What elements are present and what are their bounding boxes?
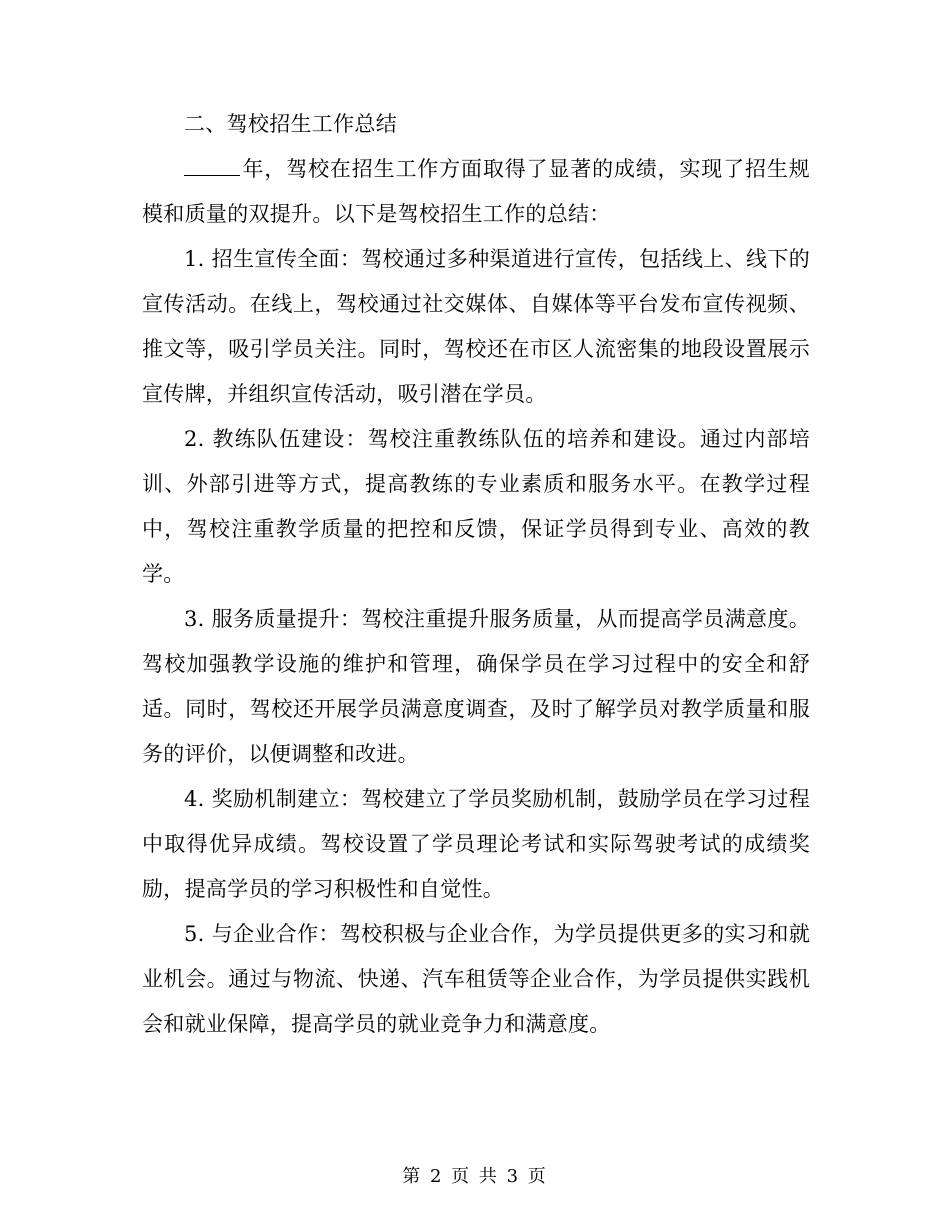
- summary-item-3: 3. 服务质量提升：驾校注重提升服务质量，从而提高学员满意度。驾校加强教学设施的维护和管理，确保学员在学习过程中的安全和舒适。同时，驾校还开展学员满意度调查，及时了解学员对教学质量和服务的评价，以便调整和改进。: [142, 607, 810, 766]
- document-body: [142, 102, 810, 1047]
- intro-text: 年，驾校在招生工作方面取得了显著的成绩，实现了招生规模和质量的双提升。以下是驾校招生工作的总结：: [142, 157, 810, 226]
- summary-item-2: 2. 教练队伍建设：驾校注重教练队伍的培养和建设。通过内部培训、外部引进等方式，提高教练的专业素质和服务水平。在教学过程中，驾校注重教学质量的把控和反馈，保证学员得到专业、高效的教学。: [142, 427, 810, 586]
- summary-item-4: 4. 奖励机制建立：驾校建立了学员奖励机制，鼓励学员在学习过程中取得优异成绩。驾校设置了学员理论考试和实际驾驶考试的成绩奖励，提高学员的学习积极性和自觉性。: [142, 787, 810, 901]
- blank-underline: [184, 155, 240, 176]
- section-heading: 二、驾校招生工作总结: [184, 112, 397, 136]
- intro-paragraph: [142, 147, 810, 237]
- summary-item-5: 5. 与企业合作：驾校积极与企业合作，为学员提供更多的实习和就业机会。通过与物流、快递、汽车租赁等企业合作，为学员提供实践机会和就业保障，提高学员的就业竞争力和满意度。: [142, 922, 810, 1036]
- page-number-footer: 第 2 页 共 3 页: [402, 1166, 548, 1187]
- summary-item-1: 1. 招生宣传全面：驾校通过多种渠道进行宣传，包括线上、线下的宣传活动。在线上，驾校通过社交媒体、自媒体等平台发布宣传视频、推文等，吸引学员关注。同时，驾校还在市区人流密集的地段设置展示宣传牌，并组织宣传活动，吸引潜在学员。: [142, 247, 810, 406]
